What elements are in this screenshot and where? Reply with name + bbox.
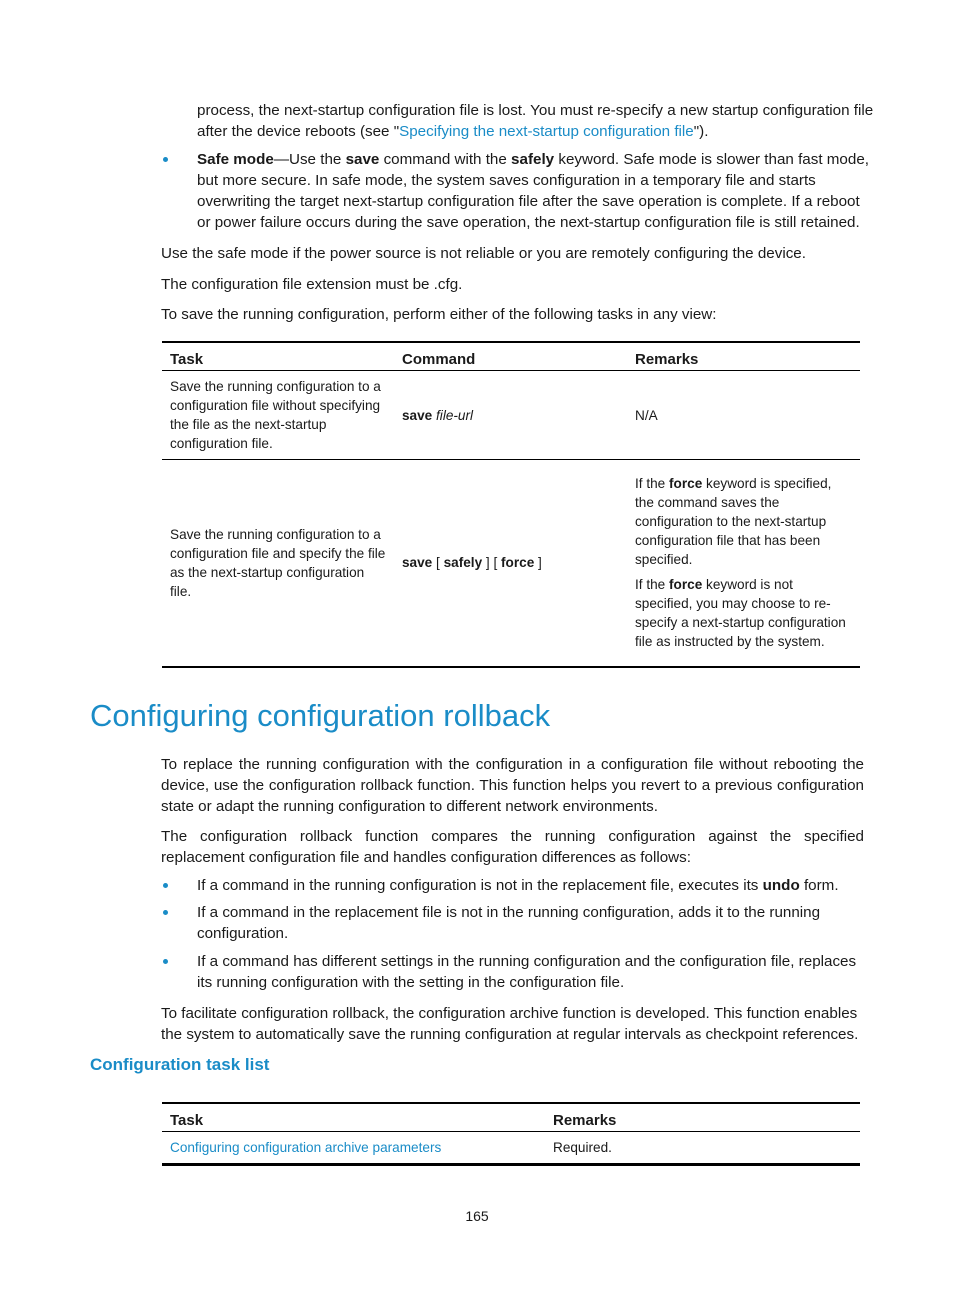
section-title: Configuring configuration rollback xyxy=(90,698,551,733)
table-header-row xyxy=(162,1103,860,1132)
rollback-bullet-2: If a command in the replacement file is not in the running configuration, adds it to the running configuration. xyxy=(197,904,821,942)
section-paragraph-2: The configuration rollback function compares the running configuration against the specified replacement configuration file and handles configuration differences as follows: xyxy=(161,828,864,866)
task-cell xyxy=(162,1132,545,1165)
table-row xyxy=(162,460,860,667)
subsection-title: Configuration task list xyxy=(90,1055,270,1074)
next-startup-config-link[interactable]: Specifying the next-startup configuration file xyxy=(399,123,694,140)
column-header-command: Command xyxy=(402,351,476,368)
continued-line-2: after the device reboots (see "Specifying the next-startup configuration file"). xyxy=(197,123,709,140)
column-header-task: Task xyxy=(170,1112,204,1129)
bullet-icon xyxy=(163,959,168,964)
remark-force-specified: If the force keyword is specified, the command saves the configuration to the next-startup configuration file that has been specified. xyxy=(635,476,832,568)
continued-bullet-text xyxy=(197,100,874,142)
column-header-task: Task xyxy=(170,351,204,368)
bullet-icon xyxy=(163,883,168,888)
remarks-cell xyxy=(627,460,860,667)
table-row xyxy=(162,1132,860,1165)
column-header-remarks: Remarks xyxy=(635,351,699,368)
table-row xyxy=(162,371,860,460)
safe-mode-bullet: Safe mode—Use the save command with the safely keyword. Safe mode is slower than fast mode, but more secure. In safe mode, the system saves configuration in a temporary file and starts overwriting the target next-startup configuration file after the save operation is complete. If a reboot or power failure occurs during the save operation, the next-startup configuration file is still retained. xyxy=(197,151,869,231)
bullet-icon xyxy=(163,910,168,915)
task-cell: Save the running configuration to a configuration file without specifying the file as the next-startup configuration file. xyxy=(170,379,381,451)
safe-mode-term: Safe mode xyxy=(197,151,274,168)
section-paragraph-3: To facilitate configuration rollback, the configuration archive function is developed. This function enables the system to automatically save the running configuration at regular intervals as checkpoint references. xyxy=(161,1005,859,1043)
rollback-bullet-1: If a command in the running configuration is not in the replacement file, executes its undo form. xyxy=(197,877,839,894)
column-header-remarks: Remarks xyxy=(553,1112,617,1129)
paragraph-save-intro: To save the running configuration, perform either of the following tasks in any view: xyxy=(161,306,717,323)
save-tasks-table xyxy=(162,341,860,668)
command-cell: save [ safely ] [ force ] xyxy=(402,555,542,571)
remark-force-not-specified: If the force keyword is not specified, you may choose to re-specify a next-startup configuration file as instructed by the system. xyxy=(635,577,846,650)
remarks-cell: Required. xyxy=(553,1140,612,1155)
section-paragraph-1: To replace the running configuration with the configuration in a configuration file without rebooting the device, use the configuration rollback function. This function helps you revert to a previous configuration state or adapt the running configuration to different network environments. xyxy=(161,756,864,815)
paragraph-safe-mode: Use the safe mode if the power source is not reliable or you are remotely configuring the device. xyxy=(161,245,806,262)
table-header-row xyxy=(162,342,860,371)
remarks-cell: N/A xyxy=(635,407,658,423)
archive-parameters-link[interactable]: Configuring configuration archive parameters xyxy=(170,1140,442,1155)
bullet-icon xyxy=(163,157,168,162)
command-cell: save file-url xyxy=(402,407,474,423)
continued-line-1: process, the next-startup configuration file is lost. You must re-specify a new startup configuration file xyxy=(197,102,874,119)
task-list-table xyxy=(162,1102,860,1166)
rollback-bullet-3: If a command has different settings in the running configuration and the configuration file, replaces its running configuration with the setting in the configuration file. xyxy=(197,953,857,991)
paragraph-extension: The configuration file extension must be .cfg. xyxy=(161,276,463,293)
task-cell: Save the running configuration to a configuration file and specify the file as the next-startup configuration file. xyxy=(170,526,386,599)
page-number: 165 xyxy=(465,1208,489,1224)
